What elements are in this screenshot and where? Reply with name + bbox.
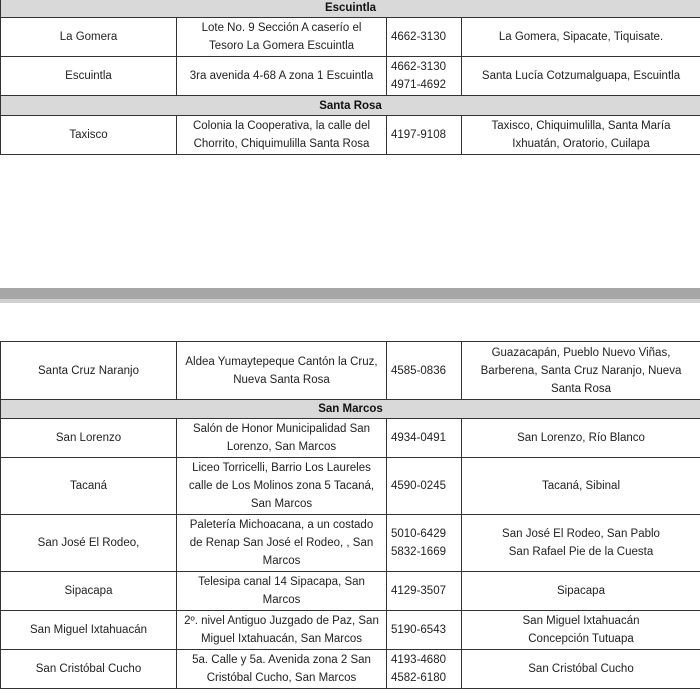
page-break-shadow: [0, 299, 700, 303]
cobertura-cell: La Gomera, Sipacate, Tiquisate.: [462, 18, 700, 57]
table-row: [1, 18, 700, 57]
direccion-cell: 5a. Calle y 5a. Avenida zona 2 San Cristóbal Cucho, San Marcos: [177, 650, 387, 689]
telefono-cell: 4662-3130 4971-4692: [387, 57, 462, 96]
table-row: [1, 458, 700, 515]
telefono-cell: 4934-0491: [387, 419, 462, 458]
municipio-cell: Sipacapa: [1, 572, 177, 611]
cobertura-cell: San Miguel Ixtahuacán Concepción Tutuapa: [462, 611, 700, 650]
section-header: Santa Rosa: [1, 96, 700, 116]
section-row-santa-rosa: [1, 96, 700, 116]
cobertura-cell: San Cristóbal Cucho: [462, 650, 700, 689]
direccion-cell: 3ra avenida 4-68 A zona 1 Escuintla: [177, 57, 387, 96]
municipio-cell: San Cristóbal Cucho: [1, 650, 177, 689]
table-row: [1, 419, 700, 458]
municipio-cell: Tacaná: [1, 458, 177, 515]
office-table-bottom: [0, 341, 700, 689]
direccion-cell: 2º. nivel Antiguo Juzgado de Paz, San Miguel Ixtahuacán, San Marcos: [177, 611, 387, 650]
cobertura-cell: Taxisco, Chiquimulilla, Santa María Ixhuatán, Oratorio, Cuilapa: [462, 116, 700, 155]
municipio-cell: Santa Cruz Naranjo: [1, 342, 177, 400]
table-row: [1, 342, 700, 400]
direccion-cell: Colonia la Cooperativa, la calle del Chorrito, Chiquimulilla Santa Rosa: [177, 116, 387, 155]
table-row: [1, 572, 700, 611]
municipio-cell: La Gomera: [1, 18, 177, 57]
table-row: [1, 116, 700, 155]
telefono-cell: 5010-6429 5832-1669: [387, 515, 462, 572]
direccion-cell: Paletería Michoacana, a un costado de Renap San José el Rodeo, , San Marcos: [177, 515, 387, 572]
direccion-cell: Liceo Torricelli, Barrio Los Laureles calle de Los Molinos zona 5 Tacaná, San Marcos: [177, 458, 387, 515]
telefono-cell: 4662-3130: [387, 18, 462, 57]
direccion-cell: Telesipa canal 14 Sipacapa, San Marcos: [177, 572, 387, 611]
municipio-cell: Taxisco: [1, 116, 177, 155]
municipio-cell: Escuintla: [1, 57, 177, 96]
cobertura-cell: Sipacapa: [462, 572, 700, 611]
cobertura-cell: Santa Lucía Cotzumalguapa, Escuintla: [462, 57, 700, 96]
page-break-bar: [0, 288, 700, 299]
table-row: [1, 650, 700, 689]
cobertura-cell: San José El Rodeo, San Pablo San Rafael Pie de la Cuesta: [462, 515, 700, 572]
section-header: San Marcos: [1, 400, 700, 419]
telefono-cell: 4590-0245: [387, 458, 462, 515]
telefono-cell: 5190-6543: [387, 611, 462, 650]
municipio-cell: San Lorenzo: [1, 419, 177, 458]
direccion-cell: Salón de Honor Municipalidad San Lorenzo, San Marcos: [177, 419, 387, 458]
telefono-cell: 4585-0836: [387, 342, 462, 400]
table-row: [1, 611, 700, 650]
section-row-san-marcos: [1, 400, 700, 419]
section-header: Escuintla: [1, 0, 700, 18]
telefono-cell: 4193-4680 4582-6180: [387, 650, 462, 689]
table-row: [1, 57, 700, 96]
section-row-escuintla: [1, 0, 700, 18]
direccion-cell: Aldea Yumaytepeque Cantón la Cruz, Nueva Santa Rosa: [177, 342, 387, 400]
municipio-cell: San Miguel Ixtahuacán: [1, 611, 177, 650]
cobertura-cell: Tacaná, Sibinal: [462, 458, 700, 515]
table-row: [1, 515, 700, 572]
direccion-cell: Lote No. 9 Sección A caserío el Tesoro La Gomera Escuintla: [177, 18, 387, 57]
office-table-top: [0, 0, 700, 155]
cobertura-cell: San Lorenzo, Río Blanco: [462, 419, 700, 458]
telefono-cell: 4129-3507: [387, 572, 462, 611]
cobertura-cell: Guazacapán, Pueblo Nuevo Viñas, Barberena, Santa Cruz Naranjo, Nueva Santa Rosa: [462, 342, 700, 400]
municipio-cell: San José El Rodeo,: [1, 515, 177, 572]
telefono-cell: 4197-9108: [387, 116, 462, 155]
